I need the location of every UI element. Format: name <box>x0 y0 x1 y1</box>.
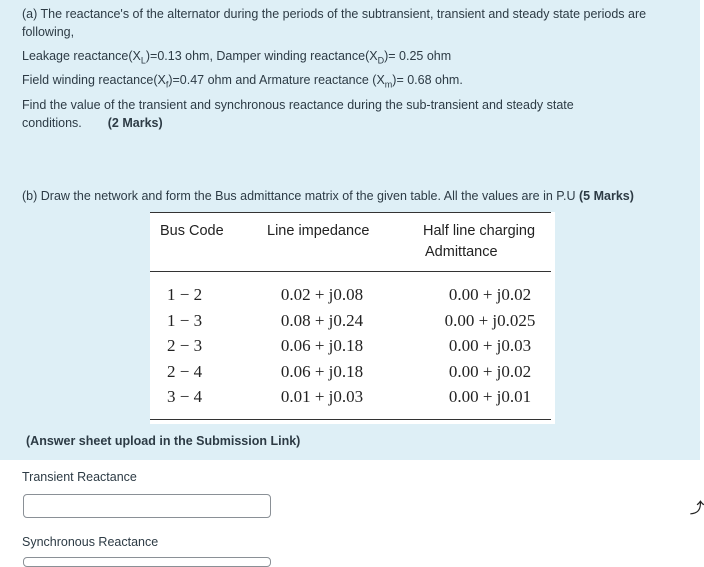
admittance-cell: 0.00 + j0.01 <box>448 387 532 406</box>
transient-reactance-input[interactable] <box>23 494 271 518</box>
table-top-rule <box>150 212 551 213</box>
question-a-line4: Field winding $reactance(X_f)=0.47$ ohm and Armature reactance $(X_m)= 0.68$ ohm. <box>22 73 463 90</box>
admittance-cell: 0.00 + j0.025 <box>444 310 536 330</box>
impedance-cell: 0.08 + j0.24 <box>280 310 364 330</box>
transient-reactance-label: Transient Reactance <box>22 470 137 484</box>
impedance-cell: 0.06 + j0.18 <box>280 336 364 355</box>
question-a-line2: following, <box>22 25 75 39</box>
admittance-cell: 0.00 + j0.02 <box>448 285 532 304</box>
table-bottom-rule <box>150 419 551 420</box>
question-a-line1: (a) The reactance's of the alternator during the periods of the subtransient, transient and steady state periods are <box>22 7 647 21</box>
synchronous-reactance-label: Synchronous Reactance <box>22 535 159 549</box>
question-a-marks: (2 Marks) <box>107 116 163 130</box>
bus-data-table <box>150 212 555 424</box>
impedance-cell: 0.01 + j0.03 <box>280 387 364 406</box>
impedance-cell: 0.02 + j0.08 <box>280 285 364 304</box>
question-a-line5: Find the value of the transient and synchronous reactance during the sub-transient and steady state <box>22 98 574 112</box>
header-admittance: Admittance <box>425 244 498 260</box>
bus-code-cell: 1 − 2 <box>167 285 203 304</box>
header-line-impedance: Line impedance <box>267 223 370 239</box>
bus-code-cell: 1 − 3 <box>167 310 203 330</box>
impedance-cell: 0.06 + j0.18 <box>280 361 364 381</box>
scroll-caret-icon[interactable]: ⤴ <box>690 500 704 516</box>
answer-note: (Answer sheet upload in the Submission Link) <box>26 434 301 448</box>
question-b-marks: (5 Marks) <box>579 189 634 203</box>
question-a-line6: conditions. (2 Marks) <box>22 116 163 130</box>
bus-code-cell: 2 − 3 <box>167 336 203 355</box>
bus-code-cell: 2 − 4 <box>167 361 203 381</box>
admittance-cell: 0.00 + j0.03 <box>448 336 532 355</box>
table-header-rule <box>150 271 551 272</box>
question-b-text: (b) Draw the network and form the Bus admittance matrix of the given table. All the values are in P.U (5 Marks) <box>22 189 634 203</box>
header-bus-code: Bus Code <box>160 223 224 239</box>
admittance-cell: 0.00 + j0.02 <box>448 361 532 381</box>
question-a-line3: Leakage $reactance(X_L)=0.13$ ohm, Damper winding $reactance(X_D)= 0.25$ ohm <box>22 49 452 66</box>
bus-code-cell: 3 − 4 <box>167 387 203 406</box>
synchronous-reactance-input[interactable] <box>23 557 271 567</box>
header-half-line-charging: Half line charging <box>423 223 536 239</box>
